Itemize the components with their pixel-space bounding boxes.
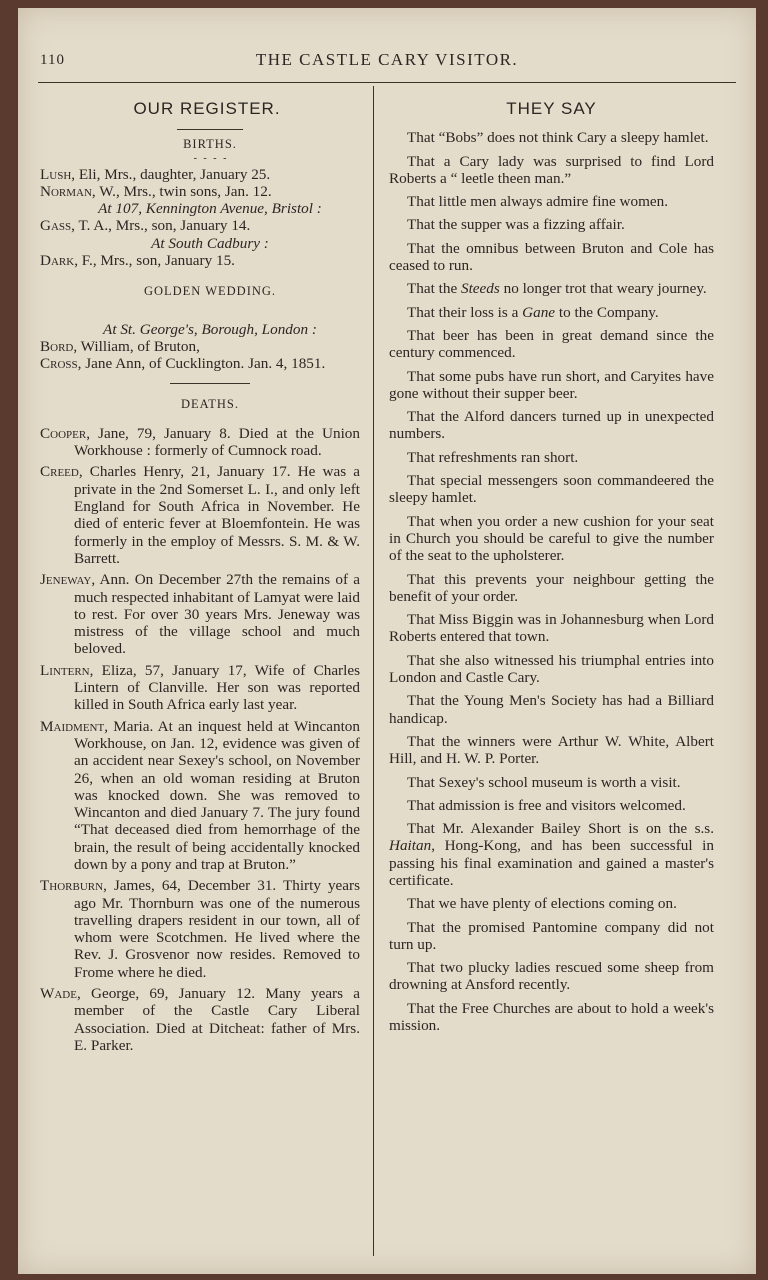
golden-wedding-heading: GOLDEN WEDDING. [143,284,277,299]
they-say-item: That Sexey's school museum is worth a visit. [407,773,681,791]
they-say-item: That the Young Men's Society has had a Billiard handicap. [389,692,714,727]
death-entry: Wade, George, 69, January 12. Many years a member of the Castle Cary Liberal Association. Died at Ditcheat: father of Mrs. E. Parker. [40,985,360,1054]
birth-entry: Norman, W., Mrs., twin sons, Jan. 12. [40,182,272,200]
they-say-title: THEY SAY [506,99,597,118]
they-say-item: That little men always admire fine women. [407,193,669,211]
they-say-item: That a Cary lady was surprised to find Lord Roberts a “ leetle theen man.” [389,152,714,187]
they-say-item: That special messengers soon commandeered the sleepy hamlet. [389,472,714,507]
publication-title: THE CASTLE CARY VISITOR. [255,50,519,69]
register-column [40,100,360,1054]
register-title: OUR REGISTER. [133,99,281,118]
birth-location: At 107, Kennington Avenue, Bristol : [98,200,322,218]
they-say-item: That the Free Churches are about to hold a week's mission. [389,999,714,1035]
golden-wedding-location: At St. George's, Borough, London : [103,320,317,338]
they-say-item: That the winners were Arthur W. White, Albert Hill, and H. W. P. Porter. [389,732,714,768]
birth-location: At South Cadbury : [151,234,269,252]
section-rule [177,129,243,130]
death-entry: Maidment, Maria. At an inquest held at Wincanton Workhouse, on Jan. 12, evidence was given of an accident near Sexey's school, on November 26, when an old woman residing at Bruton was knocked down. She was removed to Wincanton and died January 7. The jury found “That deceased died from hemorrhage of the brain, the result of being accidentally knocked down by a pony and trap at Bruton.” [40,717,360,873]
they-say-item: That two plucky ladies rescued some sheep from drowning at Ansford recently. [389,959,714,994]
they-say-item: That we have plenty of elections coming on. [407,895,677,913]
they-say-item: That admission is free and visitors welcomed. [407,796,686,814]
they-say-item: That she also witnessed his triumphal entries into London and Castle Cary. [389,651,714,687]
page [18,8,756,1274]
death-entry: Thorburn, James, 64, December 31. Thirty years ago Mr. Thornburn was one of the numerous travelling drapers resident in our town, all of whom were Scotchmen. He lived where the Rev. J. Grosvenor now resides. Removed to Frome where he died. [40,877,360,981]
death-entry: Cooper, Jane, 79, January 8. Died at the Union Workhouse : formerly of Cumnock road. [40,424,360,460]
they-say-item: That when you order a new cushion for your seat in Church you should be careful to give the number of the seat to the upholsterer. [389,512,714,565]
birth-entry: Dark, F., Mrs., son, January 15. [40,252,235,270]
death-entry: Lintern, Eliza, 57, January 17, Wife of Charles Lintern of Clanville. Her son was reported killed in South Africa early last year. [40,661,360,714]
section-rule [170,383,250,384]
column-divider [373,86,374,1256]
dash-separator: - - - - [193,152,229,164]
death-entry: Creed, Charles Henry, 21, January 17. He was a private in the 2nd Somerset L. I., and only left England for South Africa in November. He died of enteric fever at Bloemfontein. He was formerly in the employ of Messrs. S. M. & W. Barrett. [40,463,360,567]
they-say-item: That the supper was a fizzing affair. [407,216,625,234]
page-header [18,50,756,74]
they-say-item: That “Bobs” does not think Cary a sleepy hamlet. [407,129,709,147]
they-say-item: That this prevents your neighbour getting the benefit of your order. [389,570,714,605]
death-entry: Jeneway, Ann. On December 27th the remains of a much respected inhabitant of Lamyat were laid to rest. For over 30 years Mrs. Jeneway was mistress of the village school and much beloved. [40,571,360,658]
they-say-item: That their loss is a Gane to the Company. [407,303,659,321]
they-say-item: That the Steeds no longer trot that weary journey. [407,280,707,298]
birth-entry: Lush, Eli, Mrs., daughter, January 25. [40,165,271,183]
they-say-item: That refreshments ran short. [407,448,579,466]
they-say-item: That Miss Biggin was in Johannesburg when Lord Roberts entered that town. [389,611,714,646]
they-say-item: That beer has been in great demand since the century commenced. [389,326,714,362]
birth-entry: Gass, T. A., Mrs., son, January 14. [40,217,251,235]
deaths-heading: DEATHS. [180,396,240,411]
they-say-item: That some pubs have run short, and Caryites have gone without their supper beer. [389,367,714,402]
they-say-item: That Mr. Alexander Bailey Short is on the s.s. Haitan, Hong-Kong, and has been successful in passing his final examination and gained a master's certificate. [389,820,714,889]
golden-wedding-entry: Bord, William, of Bruton, [40,337,200,355]
golden-wedding-entry: Cross, Jane Ann, of Cucklington. Jan. 4, 1851. [40,355,326,373]
they-say-item: That the Alford dancers turned up in unexpected numbers. [389,408,714,443]
header-rule [38,82,736,83]
births-heading: BIRTHS. [183,137,237,152]
page-number: 110 [40,52,65,68]
they-say-item: That the omnibus between Bruton and Cole has ceased to run. [389,239,714,275]
they-say-item: That the promised Pantomine company did not turn up. [389,918,714,953]
they-say-column [389,100,714,1040]
